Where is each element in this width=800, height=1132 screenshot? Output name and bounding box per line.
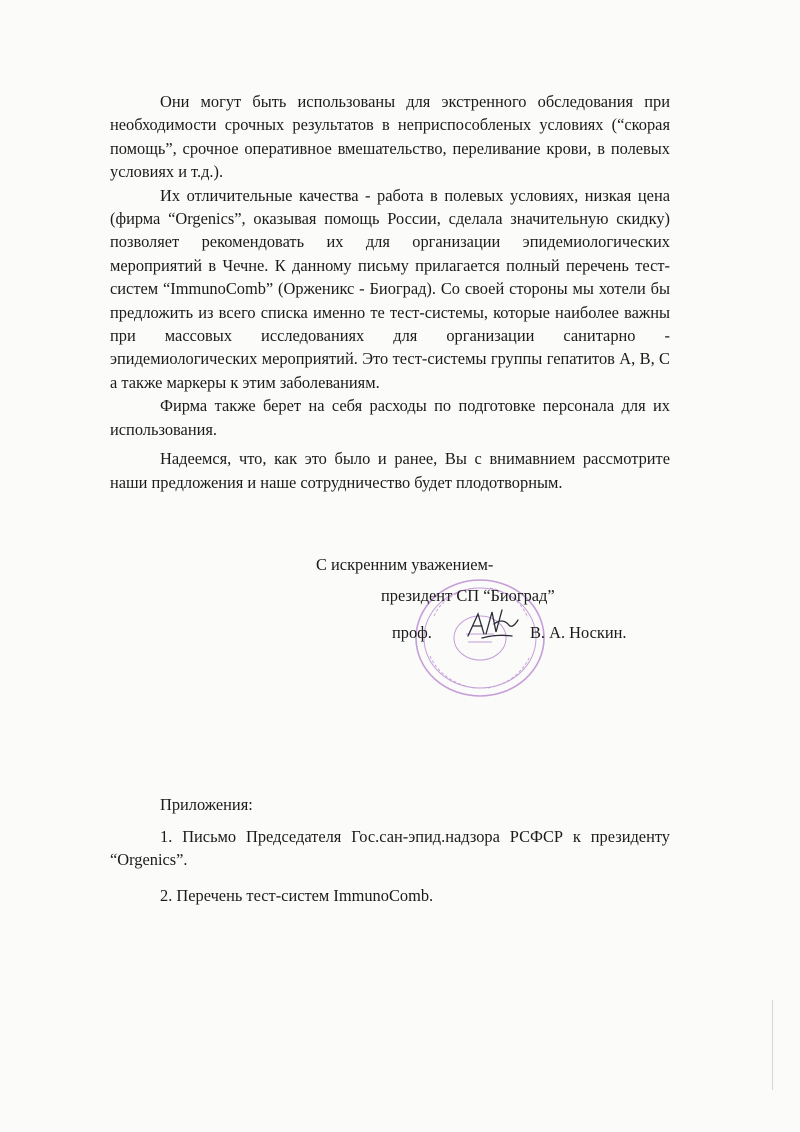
paragraph-1: Они могут быть использованы для экстренного обследования при необходимости срочных результатов в неприспособленых условиях (“скорая помощь”, срочное оперативное вмешательство, переливание крови, в полевых условиях и т.д.). [110, 92, 670, 182]
paragraph-3: Фирма также берет на себя расходы по подготовке персонала для их использования. [110, 396, 670, 439]
appendix-list [110, 825, 670, 919]
paragraph-4: Надеемся, что, как это было и ранее, Вы с внимавнием рассмотрите наши предложения и наше сотрудничество будет плодотворным. [110, 449, 670, 492]
appendix-item: 1. Письмо Председателя Гос.сан-эпид.надзора РСФСР к президенту “Orgenics”. [110, 827, 670, 870]
closing-title: проф. [392, 623, 432, 642]
signature-icon [462, 604, 520, 642]
paragraph-2: Их отличительные качества - работа в полевых условиях, низкая цена (фирма “Orgenics”, оказывая помощь России, сделала значительную скидку) позволяет рекомендовать их для организации эпидемиологических мероприятий в Чечне. К данному письму прилагается полный перечень тест-систем “ImmunoComb” (Орженикс - Биоград). Со своей стороны мы хотели бы предложить из всего списка именно те тест-системы, которые наиболее важны при массовых исследованиях для организации санитарно - эпидемиологических мероприятий. Это тест-системы группы гепатитов А, В, С а также маркеры к этим заболеваниям. [110, 185, 670, 392]
appendix-title: Приложения: [160, 795, 253, 814]
letter-body [110, 90, 670, 494]
closing-position: президент СП “Биоград” [381, 586, 555, 605]
signatory-name: В. А. Носкин. [530, 623, 627, 642]
closing-regards: С искренним уважением- [316, 555, 494, 574]
appendix-item: 2. Перечень тест-систем ImmunoComb. [160, 885, 434, 905]
page-edge-mark [772, 1000, 773, 1090]
